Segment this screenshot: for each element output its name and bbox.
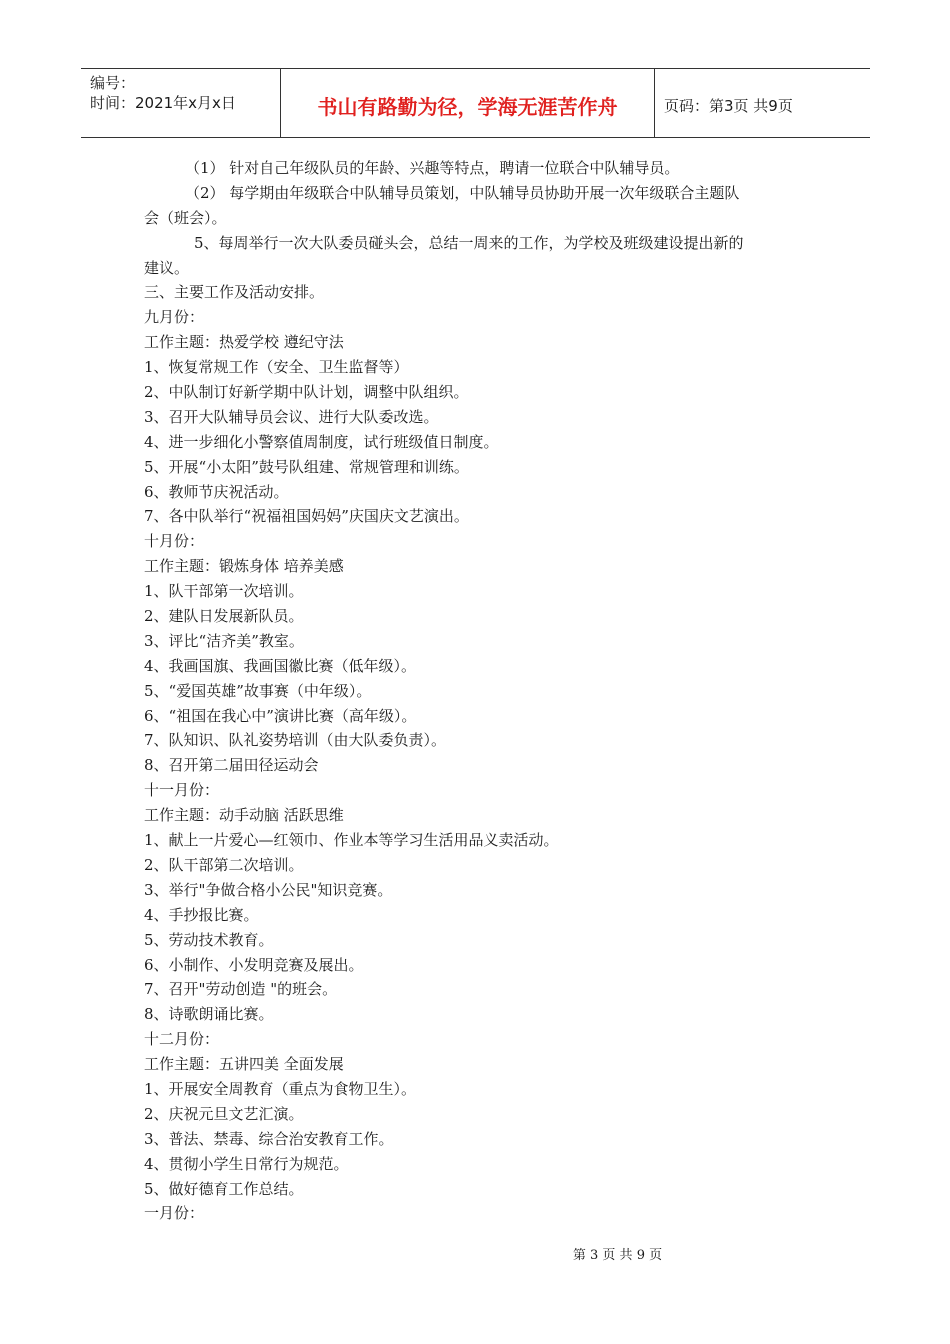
list-item: 3、评比“洁齐美”教室。 [144, 631, 304, 650]
list-item: 7、召开"劳动创造 "的班会。 [144, 980, 338, 999]
list-item: 2、队干部第二次培训。 [144, 855, 304, 874]
list-item: 2、庆祝元旦文艺汇演。 [144, 1104, 304, 1123]
theme-line: 工作主题：五讲四美 全面发展 [144, 1055, 344, 1074]
list-item: 1、开展安全周教育（重点为食物卫生）。 [144, 1079, 417, 1098]
list-item: 4、贯彻小学生日常行为规范。 [144, 1154, 349, 1173]
document-body [144, 156, 814, 1226]
header-time: 时间：2021年x月x日 [90, 94, 236, 112]
list-item: 8、诗歌朗诵比赛。 [144, 1005, 274, 1024]
list-item: 7、各中队举行“祝福祖国妈妈”庆国庆文艺演出。 [144, 507, 469, 526]
list-item: 1、恢复常规工作（安全、卫生监督等） [144, 358, 409, 377]
list-item: 8、召开第二届田径运动会 [144, 756, 319, 775]
header-meta [81, 69, 281, 137]
list-item: 4、我画国旗、我画国徽比赛（低年级）。 [144, 656, 417, 675]
list-item: 5、做好德育工作总结。 [144, 1179, 304, 1198]
list-item: 3、普法、禁毒、综合治安教育工作。 [144, 1129, 394, 1148]
list-item: 6、小制作、小发明竞赛及展出。 [144, 955, 364, 974]
list-item: 5、劳动技术教育。 [144, 930, 274, 949]
list-item: 2、建队日发展新队员。 [144, 607, 304, 626]
theme-line: 工作主题：锻炼身体 培养美感 [144, 557, 344, 576]
list-item: 1、队干部第一次培训。 [144, 582, 304, 601]
month-heading: 一月份： [144, 1204, 205, 1223]
list-item: 5、“爱国英雄”故事赛（中年级）。 [144, 681, 372, 700]
page-header [81, 68, 870, 138]
list-item: 5、开展“小太阳”鼓号队组建、常规管理和训练。 [144, 457, 469, 476]
header-page: 页码：第3页 共9页 [664, 96, 793, 115]
body-line: （2） 每学期由年级联合中队辅导员策划，中队辅导员协助开展一次年级联合主题队 [185, 183, 740, 202]
list-item: 6、“祖国在我心中”演讲比赛（高年级）。 [144, 706, 417, 725]
list-item: 6、教师节庆祝活动。 [144, 482, 289, 501]
list-item: 2、中队制订好新学期中队计划，调整中队组织。 [144, 383, 469, 402]
month-heading: 十二月份： [144, 1030, 220, 1049]
list-item: 1、献上一片爱心—红领巾、作业本等学习生活用品义卖活动。 [144, 831, 559, 850]
theme-line: 工作主题：热爱学校 遵纪守法 [144, 333, 344, 352]
month-heading: 十一月份： [144, 781, 220, 800]
body-line: 会（班会）。 [144, 208, 227, 227]
body-line: 5、每周举行一次大队委员碰头会，总结一周来的工作，为学校及班级建设提出新的 [194, 233, 744, 252]
header-number: 编号： [90, 74, 136, 92]
list-item: 4、手抄报比赛。 [144, 905, 259, 924]
page-footer: 第 3 页 共 9 页 [572, 1248, 663, 1263]
list-item: 3、举行"争做合格小公民"知识竞赛。 [144, 880, 393, 899]
theme-line: 工作主题：动手动脑 活跃思维 [144, 806, 344, 825]
list-item: 4、进一步细化小警察值周制度，试行班级值日制度。 [144, 432, 499, 451]
month-heading: 十月份： [144, 532, 205, 551]
section-heading: 三、主要工作及活动安排。 [144, 283, 325, 302]
body-line: （1） 针对自己年级队员的年龄、兴趣等特点，聘请一位联合中队辅导员。 [185, 159, 680, 177]
header-motto: 书山有路勤为径，学海无涯苦作舟 [281, 69, 655, 137]
month-heading: 九月份： [144, 308, 205, 327]
list-item: 7、队知识、队礼姿势培训（由大队委负责）。 [144, 731, 447, 750]
body-line: 建议。 [144, 258, 190, 277]
list-item: 3、召开大队辅导员会议、进行大队委改选。 [144, 407, 439, 426]
